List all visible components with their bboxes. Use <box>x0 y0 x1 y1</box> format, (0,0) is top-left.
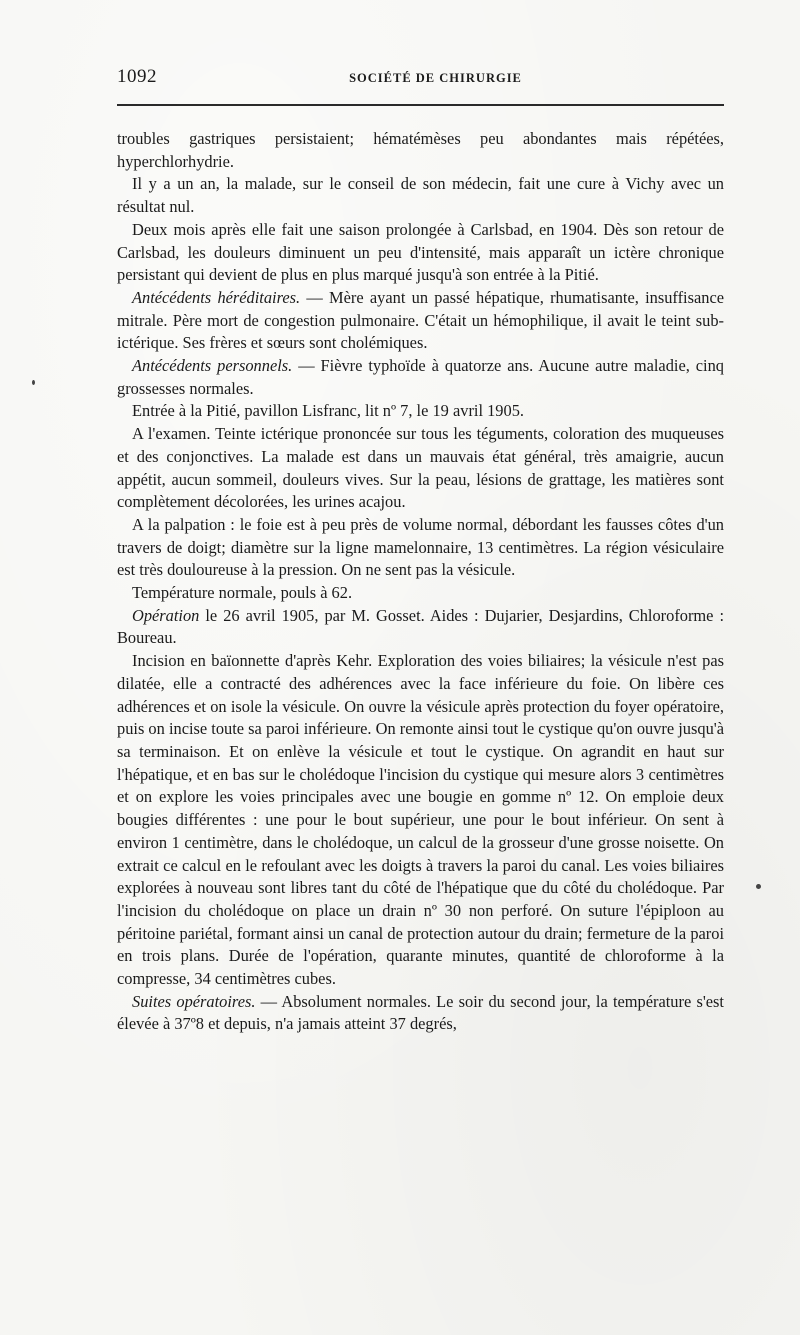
ink-speck <box>756 884 761 889</box>
paragraph-12: Suites opératoires. — Absolument normales. Le soir du second jour, la température s'est élevée à 37º8 et depuis, n'a jamais atteint 37 degrés, <box>117 991 724 1034</box>
paragraph-5: Antécédents personnels. — Fièvre typhoïde à quatorze ans. Aucune autre maladie, cinq grossesses normales. <box>117 356 724 398</box>
paragraph-2: Il y a un an, la malade, sur le conseil de son médecin, fait une cure à Vichy avec un résultat nul. <box>117 174 724 217</box>
paragraph-7: A l'examen. Teinte ictérique prononcée sur tous les téguments, coloration des muqueuses et des conjonctives. La malade est dans un mauvais état général, très amaigrie, aucun appétit, aucun sommeil, douleurs vives. Sur la peau, lésions de grattage, les matières sont complètement décolorées, les urines acajou. <box>117 424 724 512</box>
page-header <box>117 66 724 96</box>
ink-speck <box>32 380 35 385</box>
body-text <box>117 128 724 1036</box>
paragraph-11: Incision en baïonnette d'après Kehr. Exploration des voies biliaires; la vésicule n'est pas dilatée, elle a contracté des adhérences avec la face inférieure du foie. On libère ces adhérences et on isole la vésicule. On ouvre la vésicule après protection du foyer opératoire, puis on incise toute sa paroi inférieure. On remonte ainsi tout le cystique qu'on ouvre jusqu'à sa terminaison. Et on enlève la vésicule et tout le cystique. On agrandit en haut sur l'hépatique, et en bas sur le cholédoque l'incision du cystique qui mesure alors 3 centimètres et on explore les voies principales avec une bougie en gomme nº 12. On emploie deux bougies différentes : une pour le bout supérieur, une pour le bout inférieur. On sent à environ 1 centimètre, dans le cholédoque, un calcul de la grosseur d'une grosse noisette. On extrait ce calcul en le refoulant avec les doigts à travers la paroi du canal. Les voies biliaires explorées à nouveau sont libres tant du côté de l'hépatique que du côté du cholédoque. Par l'incision du cholédoque on place un drain nº 30 non perforé. On suture l'épiploon au péritoine pariétal, formant ainsi un canal de protection autour du drain; fermeture de la paroi en trois plans. Durée de l'opération, quarante minutes, quantité de chloroforme à la compresse, 34 centimètres cubes. <box>117 651 724 989</box>
paragraph-6: Entrée à la Pitié, pavillon Lisfranc, lit nº 7, le 19 avril 1905. <box>132 401 524 421</box>
section-lead-aftercare: Suites opératoires. <box>132 991 256 1011</box>
page-number: 1092 <box>117 66 157 87</box>
running-title: SOCIÉTÉ DE CHIRURGIE <box>349 71 522 85</box>
paragraph-4: Antécédents héréditaires. — Mère ayant un passé hépatique, rhumatisante, insuffisance mitrale. Père mort de congestion pulmonaire. C'était un hémophilique, il avait le teint sub-ictérique. Ses frères et sœurs sont cholémiques. <box>117 287 724 353</box>
section-lead-operation: Opération <box>132 605 200 625</box>
paragraph-3: Deux mois après elle fait une saison prolongée à Carlsbad, en 1904. Dès son retour de Carlsbad, les douleurs diminuent un peu d'intensité, mais apparaît un ictère chronique persistant qui devient de plus en plus marqué jusqu'à son entrée à la Pitié. <box>117 219 724 285</box>
paragraph-1: troubles gastriques persistaient; hématémèses peu abondantes mais répétées, hyperchlorhydrie. <box>117 129 724 171</box>
paragraph-8: A la palpation : le foie est à peu près de volume normal, débordant les fausses côtes d'un travers de doigt; diamètre sur la ligne mamelonnaire, 13 centimètres. La région vésiculaire est très douloureuse à la pression. On ne sent pas la vésicule. <box>117 514 724 580</box>
section-lead-personal: Antécédents personnels. <box>132 356 293 376</box>
header-rule <box>117 104 724 106</box>
section-lead-heredity: Antécédents héréditaires. <box>132 287 301 307</box>
paragraph-10: Opération le 26 avril 1905, par M. Gosset. Aides : Dujarier, Desjardins, Chloroforme : Boureau. <box>117 605 724 648</box>
paragraph-9: Température normale, pouls à 62. <box>132 583 353 603</box>
